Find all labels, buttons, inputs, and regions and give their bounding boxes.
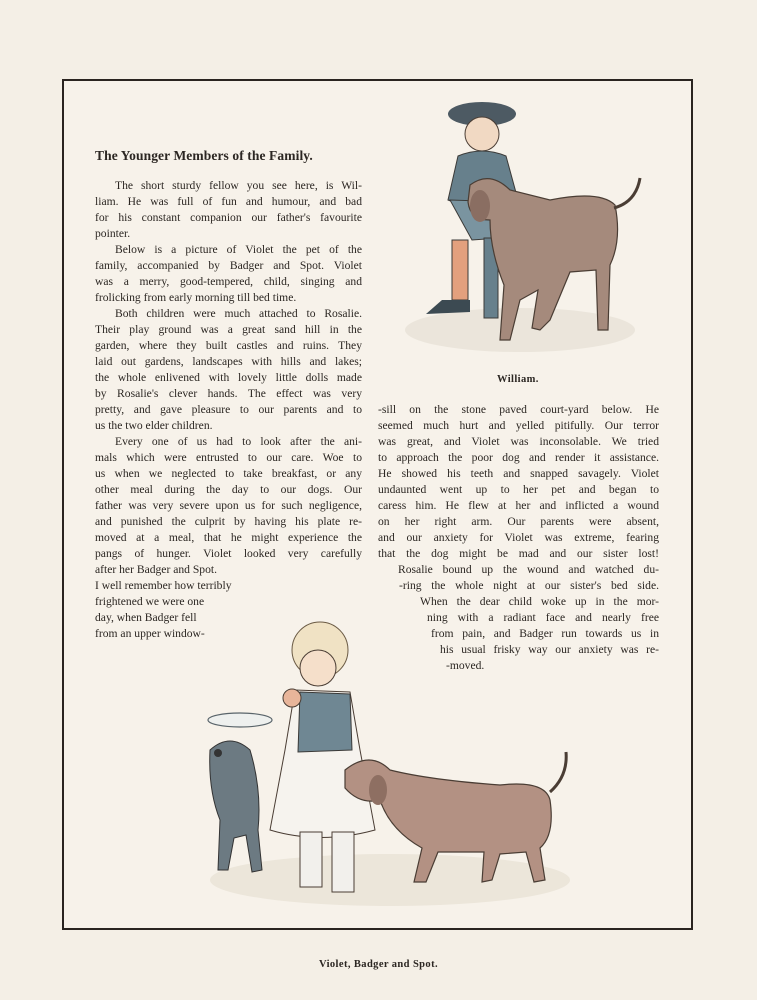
text-line: after her Badger and Spot. (95, 563, 218, 576)
text-line: that the dog might be mad and our sister lost! (378, 547, 659, 560)
text-line: Every one of us had to look after the ani- (115, 435, 362, 448)
text-line: the whole enlivened with lovely little dolls made (95, 371, 362, 384)
text-line: pretty, and gave pleasure to our parents and to (95, 403, 362, 416)
text-line: -sill on the stone paved court-yard below. He (378, 403, 659, 416)
text-line: father was very severe upon us for such negligence, (95, 499, 362, 512)
text-line: The short sturdy fellow you see here, is Wil- (115, 179, 362, 192)
text-line: was great, and Violet was inconsolable. We tried (378, 435, 659, 448)
text-line: laid out gardens, landscapes with hills and lakes; (95, 355, 362, 368)
text-line: ning with a radiant face and nearly free (427, 611, 659, 624)
text-line: from pain, and Badger run towards us in (431, 627, 659, 640)
text-line: was a merry, good-tempered, child, singing and (95, 275, 362, 288)
text-line: He showed his teeth and snapped savagely. Violet (378, 467, 659, 480)
text-line: When the dear child woke up in the mor- (420, 595, 659, 608)
text-line: Their play ground was a great sand hill in the (95, 323, 362, 336)
text-line: caress him. He flew at her and inflicted a wound (378, 499, 659, 512)
text-line: pangs of hunger. Violet looked very carefully (95, 547, 362, 560)
text-line: seemed much hurt and yelled pitifully. Our terror (378, 419, 659, 432)
text-line: and our anxiety for Violet was extreme, fearing (378, 531, 659, 544)
text-line: us the two elder children. (95, 419, 213, 432)
text-line: for his constant companion our father's favourite (95, 211, 362, 224)
page-title: The Younger Members of the Family. (95, 148, 313, 163)
text-line: on her right arm. Our parents were absent, (378, 515, 659, 528)
text-line: Rosalie bound up the wound and watched du- (398, 563, 659, 576)
text-line: day, when Badger fell (95, 611, 197, 624)
text-line: to approach the poor dog and render it assistance. (378, 451, 659, 464)
text-line: mals which were entrusted to our care. Woe to (95, 451, 362, 464)
text-line: other meal during the day to our dogs. Our (95, 483, 362, 496)
text-line: -ring the whole night at our sister's bed side. (399, 579, 659, 592)
text-line: moved at a meal, that he might experience the (95, 531, 362, 544)
text-line: I well remember how terribly (95, 579, 232, 592)
text-line: pointer. (95, 227, 131, 240)
left-column (95, 178, 362, 642)
text-line: Below is a picture of Violet the pet of the (115, 243, 362, 256)
text-line: Both children were much attached to Rosalie. (115, 307, 362, 320)
text-line: us when we neglected to take breakfast, or any (95, 467, 362, 480)
text-line: garden, where they built castles and ruins. They (95, 339, 362, 352)
text-line: undaunted went up to her pet and began to (378, 483, 659, 496)
text-line: -moved. (446, 659, 485, 672)
caption-william: William. (497, 374, 539, 385)
text-line: frightened we were one (95, 595, 205, 608)
text-line: by Rosalie's clever hands. The effect was very (95, 387, 362, 400)
illustration-boy-with-pointer-dog (400, 90, 660, 365)
text-line: liam. He was full of fun and humour, and bad (95, 195, 362, 208)
text-line: family, accompanied by Badger and Spot. Violet (95, 259, 362, 272)
text-line: from an upper window- (95, 627, 205, 640)
text-line: his usual frisky way our anxiety was re- (440, 643, 659, 656)
illustration-girl-with-two-dogs (200, 620, 580, 910)
caption-violet: Violet, Badger and Spot. (319, 959, 438, 970)
text-line: frolicking from early morning till bed time. (95, 291, 297, 304)
text-line: and punished the culprit by having his plate re- (95, 515, 362, 528)
